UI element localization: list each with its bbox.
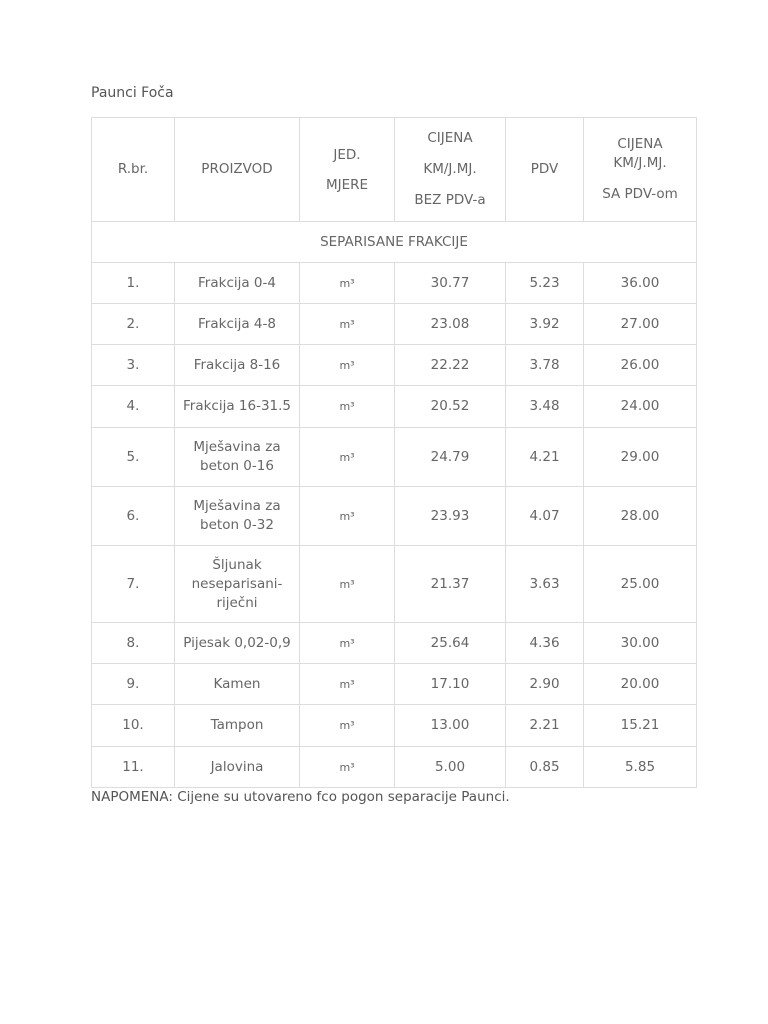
table-row [92,546,697,623]
header-cijena-bez-line3: BEZ PDV-a [414,192,486,208]
cell-sa-pdv: 5.85 [584,747,697,788]
table-row [92,664,697,705]
header-cijena-bez-line2: KM/J.MJ. [423,161,477,177]
cell-jed: m³ [300,623,395,664]
cell-pdv: 3.48 [506,386,584,428]
table-header-row [92,118,697,222]
header-rbr: R.br. [92,118,175,222]
cell-sa-pdv: 26.00 [584,345,697,386]
cell-pdv: 3.78 [506,345,584,386]
cell-sa-pdv: 25.00 [584,546,697,623]
cell-rbr: 7. [92,546,175,623]
cell-bez-pdv: 5.00 [395,747,506,788]
cell-rbr: 5. [92,428,175,487]
price-table [91,117,697,788]
cell-pdv: 0.85 [506,747,584,788]
cell-jed: m³ [300,546,395,623]
cell-sa-pdv: 24.00 [584,386,697,428]
cell-proizvod: Šljunak neseparisani-riječni [175,546,300,623]
cell-sa-pdv: 15.21 [584,705,697,747]
cell-pdv: 2.21 [506,705,584,747]
footnote: NAPOMENA: Cijene su utovareno fco pogon separacije Paunci. [91,789,510,805]
table-row [92,747,697,788]
cell-pdv: 4.21 [506,428,584,487]
header-jed-mjere [300,118,395,222]
cell-bez-pdv: 30.77 [395,263,506,304]
cell-pdv: 4.07 [506,487,584,546]
cell-jed: m³ [300,386,395,428]
cell-jed: m³ [300,304,395,345]
cell-rbr: 3. [92,345,175,386]
cell-pdv: 4.36 [506,623,584,664]
cell-jed: m³ [300,705,395,747]
cell-rbr: 11. [92,747,175,788]
cell-proizvod: Frakcija 8-16 [175,345,300,386]
cell-bez-pdv: 25.64 [395,623,506,664]
cell-sa-pdv: 27.00 [584,304,697,345]
cell-bez-pdv: 20.52 [395,386,506,428]
table-row [92,705,697,747]
cell-bez-pdv: 23.08 [395,304,506,345]
header-cijena-bez-line1: CIJENA [427,130,473,146]
cell-bez-pdv: 13.00 [395,705,506,747]
cell-rbr: 4. [92,386,175,428]
cell-pdv: 5.23 [506,263,584,304]
cell-bez-pdv: 17.10 [395,664,506,705]
table-row [92,487,697,546]
table-row [92,623,697,664]
cell-rbr: 10. [92,705,175,747]
cell-sa-pdv: 30.00 [584,623,697,664]
table-row [92,263,697,304]
header-cijena-bez-pdv [395,118,506,222]
cell-sa-pdv: 20.00 [584,664,697,705]
header-jed-line2: MJERE [325,176,369,193]
table-row [92,386,697,428]
cell-sa-pdv: 28.00 [584,487,697,546]
table-row [92,304,697,345]
cell-proizvod: Frakcija 16-31.5 [175,386,300,428]
cell-rbr: 1. [92,263,175,304]
cell-rbr: 9. [92,664,175,705]
header-cijena-sa-line3: SA PDV-om [602,186,678,202]
section-label: SEPARISANE FRAKCIJE [92,222,697,263]
section-row [92,222,697,263]
cell-proizvod: Mješavina za beton 0-32 [175,487,300,546]
cell-jed: m³ [300,428,395,487]
header-cijena-sa-line1: CIJENA [617,136,663,152]
cell-bez-pdv: 22.22 [395,345,506,386]
cell-pdv: 3.92 [506,304,584,345]
cell-bez-pdv: 21.37 [395,546,506,623]
table-row [92,345,697,386]
header-jed-line1: JED. [333,146,361,163]
cell-pdv: 2.90 [506,664,584,705]
table-row [92,428,697,487]
header-cijena-sa-line2: KM/J.MJ. [613,155,667,171]
cell-jed: m³ [300,664,395,705]
header-cijena-sa-pdv [584,118,697,222]
cell-rbr: 2. [92,304,175,345]
cell-jed: m³ [300,747,395,788]
cell-sa-pdv: 36.00 [584,263,697,304]
cell-sa-pdv: 29.00 [584,428,697,487]
cell-bez-pdv: 24.79 [395,428,506,487]
cell-pdv: 3.63 [506,546,584,623]
cell-proizvod: Tampon [175,705,300,747]
page-title: Paunci Foča [91,85,174,101]
cell-proizvod: Jalovina [175,747,300,788]
cell-rbr: 8. [92,623,175,664]
cell-rbr: 6. [92,487,175,546]
cell-proizvod: Kamen [175,664,300,705]
cell-proizvod: Pijesak 0,02-0,9 [175,623,300,664]
cell-jed: m³ [300,263,395,304]
cell-jed: m³ [300,487,395,546]
cell-proizvod: Mješavina za beton 0-16 [175,428,300,487]
header-proizvod: PROIZVOD [175,118,300,222]
cell-proizvod: Frakcija 4-8 [175,304,300,345]
header-pdv: PDV [506,118,584,222]
cell-jed: m³ [300,345,395,386]
cell-proizvod: Frakcija 0-4 [175,263,300,304]
cell-bez-pdv: 23.93 [395,487,506,546]
